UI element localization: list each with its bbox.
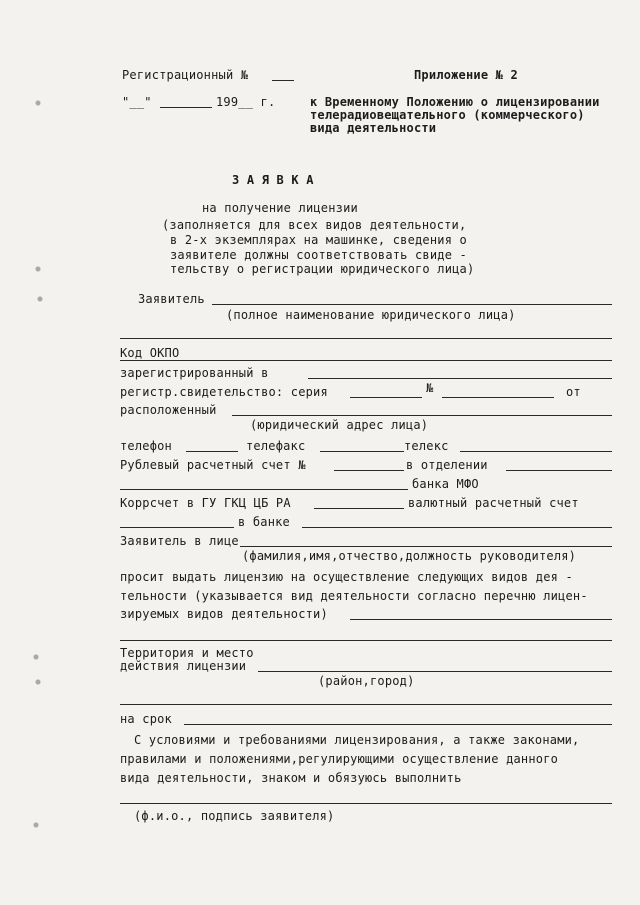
instructions-line-3: заявителе должны соответствовать свиде -: [170, 248, 467, 262]
instructions-line-2: в 2-х экземплярах на машинке, сведения о: [170, 233, 467, 247]
phone-label: телефон: [120, 439, 172, 453]
appendix-reference-line-1: к Временному Положению о лицензировании: [310, 95, 600, 109]
registration-number-blank: [272, 80, 294, 81]
request-line-3: зируемых видов деятельности): [120, 607, 328, 621]
fax-field[interactable]: [320, 451, 404, 452]
phone-field[interactable]: [186, 451, 238, 452]
scan-speck: [34, 96, 42, 110]
okpo-code-label: Код ОКПО: [120, 346, 180, 360]
signature-hint: (ф.и.о., подпись заявителя): [134, 809, 335, 823]
bank-name-field[interactable]: [120, 489, 408, 490]
appendix-reference-line-3: вида деятельности: [310, 121, 437, 135]
appendix-label: Приложение № 2: [414, 68, 518, 82]
legal-address-field[interactable]: [232, 415, 612, 416]
located-label: расположенный: [120, 403, 217, 417]
registration-number-label: Регистрационный №: [122, 68, 249, 82]
scan-speck: [32, 650, 40, 664]
certificate-series-label: регистр.свидетельство: серия: [120, 385, 328, 399]
applicant-person-field[interactable]: [240, 546, 612, 547]
scan-speck: [36, 292, 44, 306]
applicant-label: Заявитель: [138, 292, 205, 306]
currency-bank-field[interactable]: [302, 527, 612, 528]
scan-speck: [34, 675, 42, 689]
territory-label-line-2: действия лицензии: [120, 659, 247, 673]
registered-in-field[interactable]: [308, 378, 612, 379]
corr-account-label: Коррсчет в ГУ ГКЦ ЦБ РА: [120, 496, 291, 510]
conditions-line-1: С условиями и требованиями лицензирования, а также законами,: [134, 733, 580, 747]
fax-label: телефакс: [246, 439, 306, 453]
applicant-name-hint: (полное наименование юридического лица): [226, 308, 516, 322]
certificate-number-sign: №: [426, 381, 434, 395]
territory-hint: (район,город): [318, 674, 415, 688]
territory-field[interactable]: [258, 671, 612, 672]
telex-field[interactable]: [460, 451, 612, 452]
instructions-line-4: тельству о регистрации юридического лица): [170, 262, 475, 276]
conditions-line-2: правилами и положениями,регулирующими осуществление данного: [120, 752, 559, 766]
ruble-account-label: Рублевый расчетный счет №: [120, 458, 306, 472]
activity-type-continuation-field[interactable]: [120, 640, 612, 641]
activity-type-field[interactable]: [350, 619, 612, 620]
scan-speck: [32, 818, 40, 832]
request-line-2: тельности (указывается вид деятельности согласно перечню лицен-: [120, 589, 588, 603]
okpo-code-field[interactable]: [120, 360, 612, 361]
branch-field[interactable]: [506, 470, 612, 471]
instructions-line-1: (заполняется для всех видов деятельности,: [162, 218, 467, 232]
appendix-reference-line-2: телерадиовещательного (коммерческого): [310, 108, 585, 122]
document-subtitle: на получение лицензии: [202, 201, 358, 215]
bank-mfo-label: банка МФО: [412, 477, 479, 491]
applicant-name-continuation-field[interactable]: [120, 338, 612, 339]
applicant-name-field[interactable]: [212, 304, 612, 305]
date-year: 199__ г.: [216, 95, 276, 109]
date-month-blank: [160, 107, 212, 108]
ruble-account-field[interactable]: [334, 470, 404, 471]
certificate-series-field[interactable]: [350, 397, 422, 398]
signature-field[interactable]: [120, 803, 612, 804]
applicant-person-hint: (фамилия,имя,отчество,должность руководителя): [242, 549, 577, 563]
territory-label-line-1: Территория и место: [120, 646, 254, 660]
certificate-number-field[interactable]: [442, 397, 554, 398]
date-day: "__": [122, 95, 152, 109]
term-label: на срок: [120, 712, 172, 726]
telex-label: телекс: [404, 439, 449, 453]
applicant-person-label: Заявитель в лице: [120, 534, 239, 548]
scan-speck: [34, 262, 42, 276]
territory-continuation-field[interactable]: [120, 704, 612, 705]
currency-account-field[interactable]: [120, 527, 234, 528]
conditions-line-3: вида деятельности, знаком и обязуюсь выполнить: [120, 771, 462, 785]
in-bank-label: в банке: [238, 515, 290, 529]
corr-account-field[interactable]: [314, 508, 404, 509]
term-field[interactable]: [184, 724, 612, 725]
branch-label: в отделении: [406, 458, 488, 472]
request-line-1: просит выдать лицензию на осуществление следующих видов дея -: [120, 570, 573, 584]
registered-in-label: зарегистрированный в: [120, 366, 269, 380]
currency-account-label: валютный расчетный счет: [408, 496, 579, 510]
legal-address-hint: (юридический адрес лица): [250, 418, 429, 432]
document-title: З А Я В К А: [232, 173, 314, 187]
certificate-date-label: от: [566, 385, 581, 399]
